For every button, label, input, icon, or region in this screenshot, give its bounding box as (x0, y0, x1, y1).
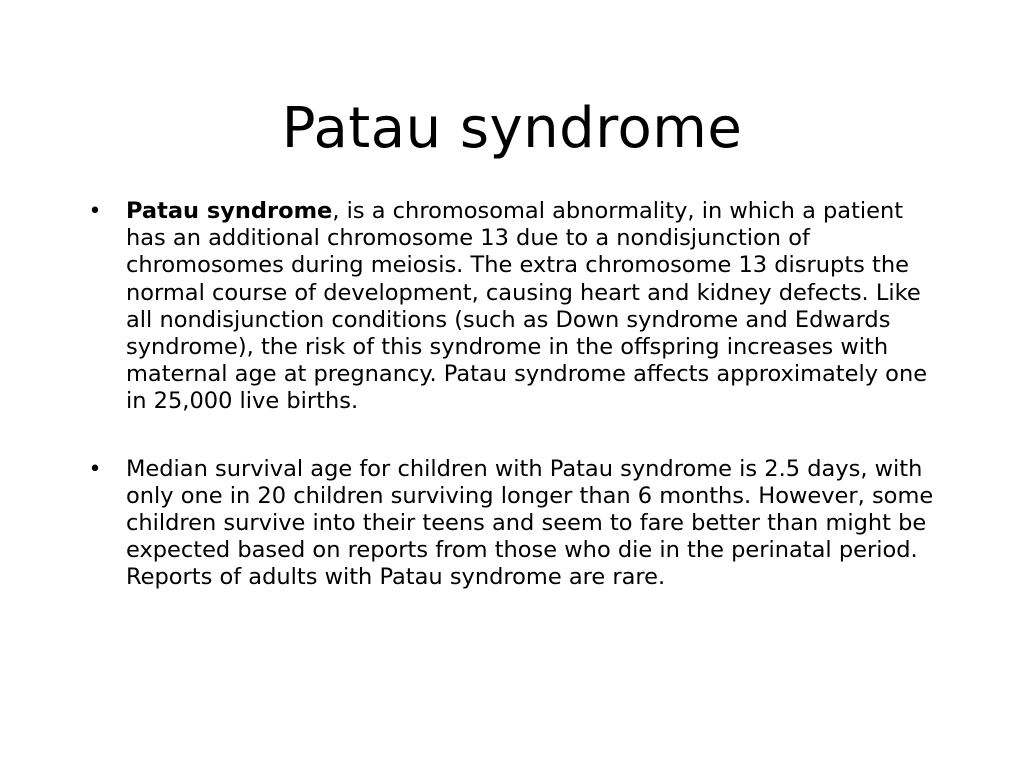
bullet-item-1 (85, 198, 945, 416)
bullet-text: , is a chromosomal abnormality, in which a patient has an additional chromosome 13 due to a nondisjunction of chromosomes during meiosis. The extra chromosome 13 disrupts the normal course of development, causing heart and kidney defects. Like all nondisjunction conditions (such as Down syndrome and Edwards syndrome), the risk of this syndrome in the offspring increases with maternal age at pregnancy. Patau syndrome affects approximately one in 25,000 live births. (126, 198, 928, 415)
bullet-item-2 (85, 456, 945, 592)
slide-title: Patau syndrome (281, 96, 743, 161)
bullet-text: Median survival age for children with Patau syndrome is 2.5 days, with only one in 20 children surviving longer than 6 months. However, some children survive into their teens and seem to fare better than might be expected based on reports from those who die in the perinatal period. Reports of adults with Patau syndrome are rare. (126, 455, 934, 591)
bullet-marker: • (88, 199, 102, 224)
bullet-bold-term: Patau syndrome (126, 198, 333, 224)
bullet-list (85, 198, 945, 632)
bullet-marker: • (88, 456, 102, 482)
